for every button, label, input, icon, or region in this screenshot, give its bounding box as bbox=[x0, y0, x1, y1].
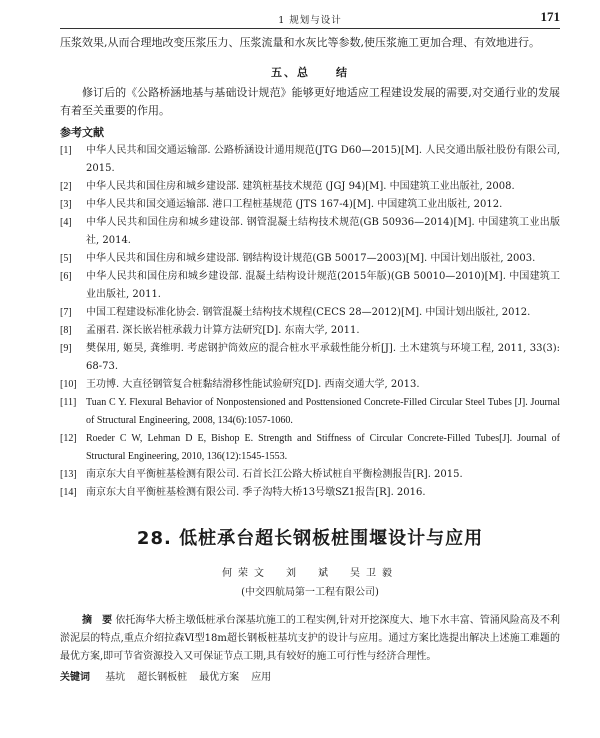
reference-text: 南京东大自平衡桩基检测有限公司. 石首长江公路大桥试桩自平衡检测报告[R]. 2015. bbox=[86, 469, 463, 480]
reference-text: 孟丽君. 深长嵌岩桩承载力计算方法研究[D]. 东南大学, 2011. bbox=[86, 325, 360, 336]
reference-item bbox=[60, 304, 560, 322]
keywords-label: 关键词 bbox=[60, 672, 90, 683]
article-authors: 何荣文 刘 斌 吴卫毅 bbox=[222, 568, 398, 579]
references-heading: 参考文献 bbox=[60, 126, 104, 139]
reference-text: 王功博. 大直径钢管复合桩黏结滑移性能试验研究[D]. 西南交通大学, 2013. bbox=[86, 379, 420, 390]
reference-item bbox=[60, 268, 560, 304]
reference-item bbox=[60, 484, 560, 502]
page-number: 171 bbox=[540, 9, 560, 24]
abstract-label: 摘 要 bbox=[82, 615, 113, 626]
reference-text: 樊保用, 姬昊, 龚维明. 考虑钢护筒效应的混合桩水平承载性能分析[J]. 土木建筑与环境工程, 2011, 33(3): 68-73. bbox=[86, 343, 560, 372]
reference-number: [3] bbox=[60, 199, 72, 210]
conclusion-heading: 五、总 结 bbox=[271, 66, 349, 79]
reference-text: 中华人民共和国住房和城乡建设部. 建筑桩基技术规范 (JGJ 94)[M]. 中国建筑工业出版社, 2008. bbox=[86, 181, 515, 192]
reference-number: [6] bbox=[60, 271, 72, 282]
reference-number: [14] bbox=[60, 487, 77, 498]
reference-number: [7] bbox=[60, 307, 72, 318]
keywords bbox=[60, 668, 560, 683]
reference-item bbox=[60, 142, 560, 178]
keyword: 最优方案 bbox=[199, 672, 240, 683]
abstract bbox=[60, 612, 560, 666]
keyword-list bbox=[93, 672, 271, 683]
keyword: 超长钢板桩 bbox=[137, 672, 188, 683]
reference-text: 中国工程建设标准化协会. 钢管混凝土结构技术规程(CECS 28—2012)[M]. 中国计划出版社, 2012. bbox=[86, 307, 531, 318]
article-title: 28. 低桩承台超长钢板桩围堰设计与应用 bbox=[136, 528, 484, 549]
reference-number: [2] bbox=[60, 181, 72, 192]
reference-number: [13] bbox=[60, 469, 77, 480]
reference-item bbox=[60, 196, 560, 214]
reference-number: [12] bbox=[60, 433, 77, 444]
reference-number: [11] bbox=[60, 397, 77, 408]
reference-item bbox=[60, 394, 560, 430]
reference-number: [1] bbox=[60, 145, 72, 156]
reference-number: [8] bbox=[60, 325, 72, 336]
running-title: 1 规划与设计 bbox=[278, 15, 342, 26]
page-content bbox=[60, 34, 560, 683]
reference-list bbox=[60, 142, 560, 502]
reference-number: [4] bbox=[60, 217, 72, 228]
keyword: 基坑 bbox=[105, 672, 126, 683]
reference-text: 中华人民共和国住房和城乡建设部. 混凝土结构设计规范(2015年版)(GB 50010—2010)[M]. 中国建筑工业出版社, 2011. bbox=[86, 271, 560, 300]
conclusion-paragraph: 修订后的《公路桥涵地基与基础设计规范》能够更好地适应工程建设发展的需要,对交通行业的发展有着至关重要的作用。 bbox=[60, 86, 560, 117]
reference-item bbox=[60, 466, 560, 484]
reference-number: [10] bbox=[60, 379, 77, 390]
reference-item bbox=[60, 340, 560, 376]
reference-item bbox=[60, 250, 560, 268]
reference-number: [9] bbox=[60, 343, 72, 354]
reference-text: 中华人民共和国交通运输部. 公路桥涵设计通用规范(JTG D60—2015)[M]. 人民交通出版社股份有限公司, 2015. bbox=[86, 145, 560, 174]
reference-item bbox=[60, 178, 560, 196]
article-affiliation: (中交四航局第一工程有限公司) bbox=[241, 587, 379, 598]
reference-item bbox=[60, 214, 560, 250]
reference-number: [5] bbox=[60, 253, 72, 264]
reference-text: 中华人民共和国交通运输部. 港口工程桩基规范 (JTS 167-4)[M]. 中国建筑工业出版社, 2012. bbox=[86, 199, 503, 210]
abstract-text: 依托海华大桥主墩低桩承台深基坑施工的工程实例,针对开挖深度大、地下水丰富、管涌风险高及不利淤泥层的特点,重点介绍拉森Ⅵ型18m超长钢板桩基坑支护的设计与应用。通过方案比选提出解决上述施工难题的最优方案,即可节省资源投入又可保证节点工期,具有较好的施工可行性与经济合理性。 bbox=[60, 615, 560, 662]
reference-item bbox=[60, 322, 560, 340]
reference-text: 中华人民共和国住房和城乡建设部. 钢结构设计规范(GB 50017—2003)[M]. 中国计划出版社, 2003. bbox=[86, 253, 536, 264]
page-header bbox=[60, 10, 560, 29]
reference-text: 中华人民共和国住房和城乡建设部. 钢管混凝土结构技术规范(GB 50936—2014)[M]. 中国建筑工业出版社, 2014. bbox=[86, 217, 560, 246]
reference-item bbox=[60, 430, 560, 466]
reference-text: Roeder C W, Lehman D E, Bishop E. Strength and Stiffness of Circular Concrete-Filled Tubes[J]. Journal of Structural Engineering, 2010, 136(12):1545-1553. bbox=[86, 433, 560, 462]
keyword: 应用 bbox=[251, 672, 272, 683]
reference-item bbox=[60, 376, 560, 394]
reference-text: Tuan C Y. Flexural Behavior of Nonpostensioned and Posttensioned Concrete-Filled Circular Steel Tubes [J]. Journal of Structural Engineering, 2008, 134(6):1057-1060. bbox=[86, 397, 560, 426]
intro-paragraph: 压浆效果,从而合理地改变压浆压力、压浆流量和水灰比等参数,使压浆施工更加合理、有效地进行。 bbox=[60, 36, 540, 49]
reference-text: 南京东大自平衡桩基检测有限公司. 季子沟特大桥13号墩SZ1报告[R]. 2016. bbox=[86, 487, 426, 498]
